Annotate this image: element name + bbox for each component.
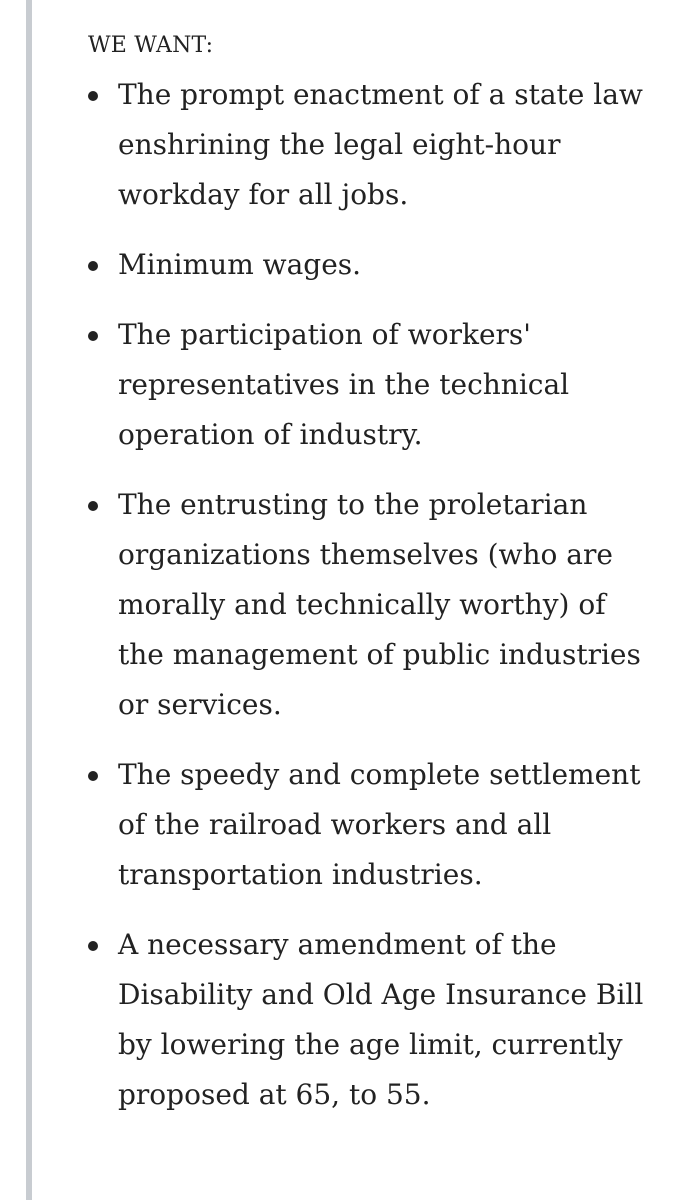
- list-item: [88, 920, 648, 1120]
- bullet-icon: [88, 91, 98, 101]
- list-item-text: A necessary amendment of the Disability and Old Age Insurance Bill by lowering the age limit, currently proposed at 65, to 55.: [118, 928, 644, 1111]
- bullet-icon: [88, 941, 98, 951]
- list-item: [88, 240, 648, 290]
- list-heading: WE WANT:: [88, 33, 214, 58]
- bullet-icon: [88, 771, 98, 781]
- list-item-text: The entrusting to the proletarian organizations themselves (who are morally and technically worthy) of the management of public industries or services.: [118, 488, 641, 721]
- blockquote-border: [26, 0, 32, 1200]
- list-item-text: Minimum wages.: [118, 248, 362, 281]
- list-item: [88, 480, 648, 730]
- list-item: [88, 750, 648, 900]
- list-item: [88, 70, 648, 220]
- demands-list: [88, 70, 648, 1120]
- bullet-icon: [88, 501, 98, 511]
- bullet-icon: [88, 331, 98, 341]
- list-item-text: The participation of workers' representatives in the technical operation of industry.: [118, 318, 570, 451]
- blockquote: [88, 26, 648, 1140]
- bullet-icon: [88, 261, 98, 271]
- list-item: [88, 310, 648, 460]
- list-item-text: The prompt enactment of a state law enshrining the legal eight-hour workday for all jobs.: [118, 78, 643, 211]
- list-item-text: The speedy and complete settlement of the railroad workers and all transportation industries.: [118, 758, 641, 891]
